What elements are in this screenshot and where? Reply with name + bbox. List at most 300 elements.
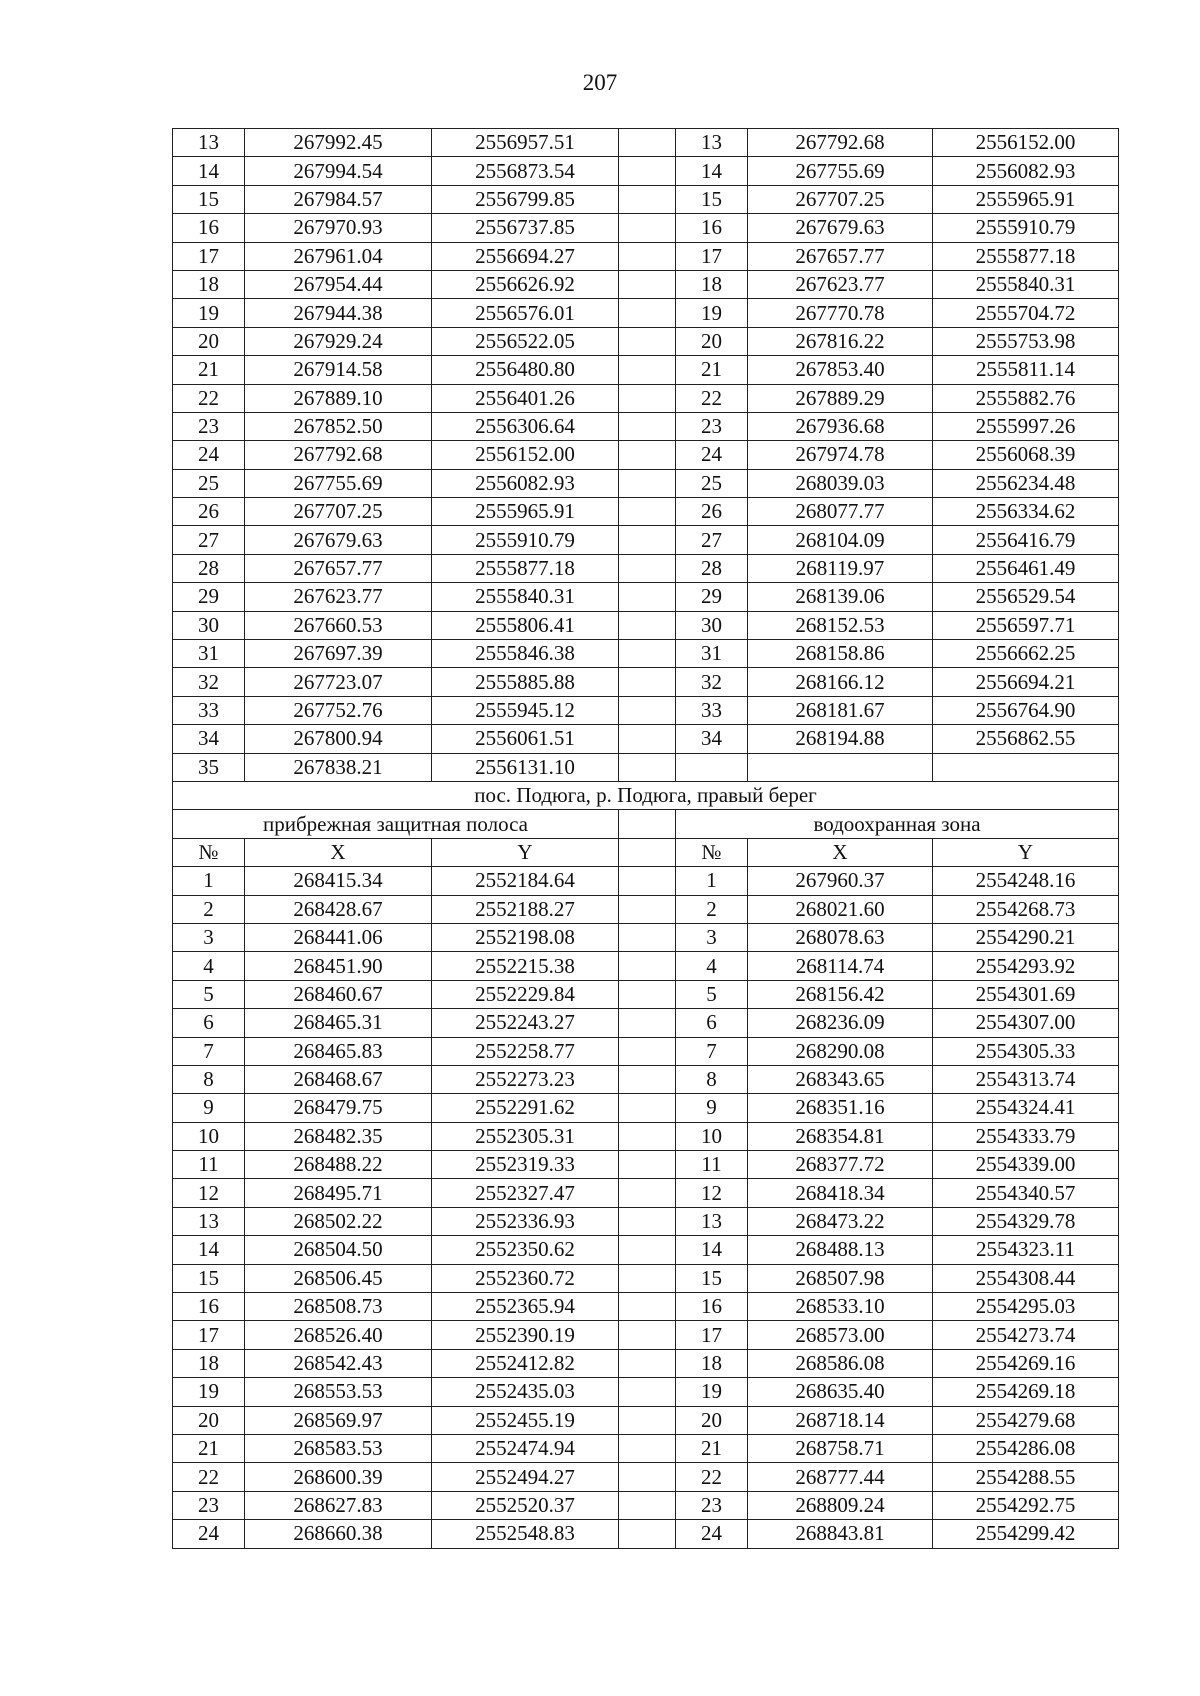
- right-y-cell: 2556334.62: [933, 498, 1119, 526]
- right-num-cell: 6: [676, 1009, 748, 1037]
- right-y-cell: 2554333.79: [933, 1122, 1119, 1150]
- spacer-cell: [619, 1207, 676, 1235]
- right-x-cell: 268158.86: [748, 640, 933, 668]
- table-row: [173, 980, 1119, 1008]
- left-x-cell: 267984.57: [245, 185, 432, 213]
- table-row: [173, 1151, 1119, 1179]
- spacer-cell: [619, 526, 676, 554]
- left-num-cell: 23: [173, 412, 245, 440]
- right-num-cell: 20: [676, 1406, 748, 1434]
- right-y-cell: 2555997.26: [933, 412, 1119, 440]
- right-x-cell: 268119.97: [748, 554, 933, 582]
- left-num-cell: 15: [173, 1264, 245, 1292]
- left-num-cell: 2: [173, 895, 245, 923]
- left-x-cell: 268569.97: [245, 1406, 432, 1434]
- spacer-cell: [619, 1179, 676, 1207]
- right-num-cell: 32: [676, 668, 748, 696]
- right-num-cell: 26: [676, 498, 748, 526]
- left-num-cell: 3: [173, 923, 245, 951]
- left-y-cell: 2555965.91: [432, 498, 619, 526]
- right-x-cell: 268586.08: [748, 1349, 933, 1377]
- left-num-cell: 24: [173, 1520, 245, 1548]
- left-x-cell: 268415.34: [245, 867, 432, 895]
- spacer-cell: [619, 327, 676, 355]
- left-x-cell: 267838.21: [245, 753, 432, 781]
- right-y-cell: 2554324.41: [933, 1094, 1119, 1122]
- left-x-cell: 268627.83: [245, 1491, 432, 1519]
- spacer-cell: [619, 1122, 676, 1150]
- left-num-cell: 8: [173, 1065, 245, 1093]
- left-num-cell: 26: [173, 498, 245, 526]
- table-row: [173, 1321, 1119, 1349]
- left-y-cell: 2552305.31: [432, 1122, 619, 1150]
- right-num-cell: 14: [676, 157, 748, 185]
- left-num-cell: 28: [173, 554, 245, 582]
- left-y-cell: 2556480.80: [432, 356, 619, 384]
- left-x-cell: 268465.83: [245, 1037, 432, 1065]
- left-y-cell: 2556061.51: [432, 725, 619, 753]
- right-x-cell: 268573.00: [748, 1321, 933, 1349]
- spacer-cell: [619, 498, 676, 526]
- right-num-cell: 34: [676, 725, 748, 753]
- left-num-cell: 9: [173, 1094, 245, 1122]
- left-y-cell: 2552243.27: [432, 1009, 619, 1037]
- left-num-cell: 10: [173, 1122, 245, 1150]
- left-x-cell: 267852.50: [245, 412, 432, 440]
- spacer-cell: [619, 356, 676, 384]
- right-x-cell: 268039.03: [748, 469, 933, 497]
- spacer-cell: [619, 810, 676, 838]
- left-num-cell: 14: [173, 1236, 245, 1264]
- spacer-cell: [619, 384, 676, 412]
- table-row: [173, 1122, 1119, 1150]
- left-y-cell: 2552258.77: [432, 1037, 619, 1065]
- table-row: [173, 1491, 1119, 1519]
- zone-header-row: [173, 810, 1119, 838]
- right-num-cell: 23: [676, 1491, 748, 1519]
- coastal-strip-header: прибрежная защитная полоса: [173, 810, 619, 838]
- table-row: [173, 412, 1119, 440]
- right-x-cell: 268473.22: [748, 1207, 933, 1235]
- page-number: 207: [582, 70, 618, 95]
- right-x-cell: 267936.68: [748, 412, 933, 440]
- spacer-cell: [619, 185, 676, 213]
- left-x-cell: 267707.25: [245, 498, 432, 526]
- left-num-cell: 24: [173, 441, 245, 469]
- col-y-header: Y: [432, 838, 619, 866]
- table-row: [173, 668, 1119, 696]
- spacer-cell: [619, 1009, 676, 1037]
- right-y-cell: 2555840.31: [933, 270, 1119, 298]
- table-row: [173, 1094, 1119, 1122]
- spacer-cell: [619, 299, 676, 327]
- right-num-cell: 20: [676, 327, 748, 355]
- left-y-cell: 2555840.31: [432, 583, 619, 611]
- left-num-cell: 16: [173, 1293, 245, 1321]
- right-y-cell: 2556082.93: [933, 157, 1119, 185]
- spacer-cell: [619, 157, 676, 185]
- table-row: [173, 1406, 1119, 1434]
- right-x-cell: 267679.63: [748, 214, 933, 242]
- left-num-cell: 31: [173, 640, 245, 668]
- right-y-cell: 2556529.54: [933, 583, 1119, 611]
- left-y-cell: 2556152.00: [432, 441, 619, 469]
- left-x-cell: 267723.07: [245, 668, 432, 696]
- left-num-cell: 32: [173, 668, 245, 696]
- right-num-cell: 18: [676, 270, 748, 298]
- left-x-cell: 268553.53: [245, 1378, 432, 1406]
- right-num-cell: 5: [676, 980, 748, 1008]
- right-num-cell: 29: [676, 583, 748, 611]
- right-y-cell: 2554269.18: [933, 1378, 1119, 1406]
- right-y-cell: 2556234.48: [933, 469, 1119, 497]
- left-y-cell: 2556737.85: [432, 214, 619, 242]
- water-protection-zone-header: водоохранная зона: [676, 810, 1119, 838]
- table-row: [173, 270, 1119, 298]
- spacer-cell: [619, 1151, 676, 1179]
- spacer-cell: [619, 1037, 676, 1065]
- table-row: [173, 384, 1119, 412]
- right-y-cell: 2555910.79: [933, 214, 1119, 242]
- spacer-cell: [619, 1463, 676, 1491]
- right-num-cell: 15: [676, 1264, 748, 1292]
- table-row: [173, 753, 1119, 781]
- left-y-cell: 2552350.62: [432, 1236, 619, 1264]
- right-num-cell: 28: [676, 554, 748, 582]
- left-num-cell: 19: [173, 299, 245, 327]
- right-x-cell: 268758.71: [748, 1434, 933, 1462]
- left-y-cell: 2552360.72: [432, 1264, 619, 1292]
- right-x-cell: 267623.77: [748, 270, 933, 298]
- left-y-cell: 2552336.93: [432, 1207, 619, 1235]
- left-y-cell: 2552291.62: [432, 1094, 619, 1122]
- right-x-cell: 268156.42: [748, 980, 933, 1008]
- left-x-cell: 267961.04: [245, 242, 432, 270]
- left-x-cell: 267954.44: [245, 270, 432, 298]
- right-x-cell: 267707.25: [748, 185, 933, 213]
- right-x-cell: 268194.88: [748, 725, 933, 753]
- left-x-cell: 268468.67: [245, 1065, 432, 1093]
- left-y-cell: 2556522.05: [432, 327, 619, 355]
- table-row: [173, 1207, 1119, 1235]
- table-row: [173, 441, 1119, 469]
- left-x-cell: 268506.45: [245, 1264, 432, 1292]
- table-row: [173, 1264, 1119, 1292]
- right-x-cell: 268343.65: [748, 1065, 933, 1093]
- coordinates-table: [172, 128, 1119, 1549]
- right-x-cell: 268533.10: [748, 1293, 933, 1321]
- spacer-cell: [619, 554, 676, 582]
- right-num-cell: 12: [676, 1179, 748, 1207]
- right-num-cell: [676, 753, 748, 781]
- left-y-cell: 2555885.88: [432, 668, 619, 696]
- col-x-header: X: [748, 838, 933, 866]
- table-row: [173, 1463, 1119, 1491]
- right-num-cell: 24: [676, 1520, 748, 1548]
- table-row: [173, 1434, 1119, 1462]
- left-y-cell: 2555910.79: [432, 526, 619, 554]
- right-x-cell: 267755.69: [748, 157, 933, 185]
- right-num-cell: 1: [676, 867, 748, 895]
- right-num-cell: 33: [676, 696, 748, 724]
- left-y-cell: 2552474.94: [432, 1434, 619, 1462]
- right-y-cell: 2554305.33: [933, 1037, 1119, 1065]
- right-x-cell: 268488.13: [748, 1236, 933, 1264]
- right-y-cell: 2554290.21: [933, 923, 1119, 951]
- left-y-cell: 2556799.85: [432, 185, 619, 213]
- table-row: [173, 129, 1119, 157]
- left-y-cell: 2555846.38: [432, 640, 619, 668]
- right-x-cell: 268351.16: [748, 1094, 933, 1122]
- right-y-cell: 2554268.73: [933, 895, 1119, 923]
- right-x-cell: [748, 753, 933, 781]
- spacer-cell: [619, 583, 676, 611]
- table-row: [173, 1378, 1119, 1406]
- spacer-cell: [619, 1491, 676, 1519]
- left-num-cell: 12: [173, 1179, 245, 1207]
- right-y-cell: 2554323.11: [933, 1236, 1119, 1264]
- left-y-cell: 2556131.10: [432, 753, 619, 781]
- left-x-cell: 268542.43: [245, 1349, 432, 1377]
- left-num-cell: 16: [173, 214, 245, 242]
- left-x-cell: 268465.31: [245, 1009, 432, 1037]
- left-num-cell: 30: [173, 611, 245, 639]
- table-row: [173, 867, 1119, 895]
- left-x-cell: 267994.54: [245, 157, 432, 185]
- left-y-cell: 2552327.47: [432, 1179, 619, 1207]
- left-y-cell: 2556082.93: [432, 469, 619, 497]
- left-num-cell: 23: [173, 1491, 245, 1519]
- left-num-cell: 27: [173, 526, 245, 554]
- right-num-cell: 19: [676, 1378, 748, 1406]
- table-row: [173, 1236, 1119, 1264]
- right-num-cell: 25: [676, 469, 748, 497]
- spacer-cell: [619, 1293, 676, 1321]
- right-num-cell: 17: [676, 1321, 748, 1349]
- right-num-cell: 21: [676, 1434, 748, 1462]
- left-num-cell: 17: [173, 1321, 245, 1349]
- left-x-cell: 268502.22: [245, 1207, 432, 1235]
- spacer-cell: [619, 129, 676, 157]
- right-x-cell: 268718.14: [748, 1406, 933, 1434]
- table-row: [173, 242, 1119, 270]
- right-y-cell: 2554299.42: [933, 1520, 1119, 1548]
- left-num-cell: 13: [173, 129, 245, 157]
- spacer-cell: [619, 214, 676, 242]
- right-num-cell: 19: [676, 299, 748, 327]
- right-x-cell: 268236.09: [748, 1009, 933, 1037]
- right-x-cell: 268507.98: [748, 1264, 933, 1292]
- left-x-cell: 267755.69: [245, 469, 432, 497]
- right-y-cell: 2554279.68: [933, 1406, 1119, 1434]
- right-num-cell: 22: [676, 384, 748, 412]
- right-x-cell: 267974.78: [748, 441, 933, 469]
- left-x-cell: 267889.10: [245, 384, 432, 412]
- right-y-cell: 2554301.69: [933, 980, 1119, 1008]
- left-x-cell: 267929.24: [245, 327, 432, 355]
- left-num-cell: 29: [173, 583, 245, 611]
- left-y-cell: 2555945.12: [432, 696, 619, 724]
- right-num-cell: 9: [676, 1094, 748, 1122]
- right-num-cell: 13: [676, 1207, 748, 1235]
- left-y-cell: 2555806.41: [432, 611, 619, 639]
- left-x-cell: 267679.63: [245, 526, 432, 554]
- left-num-cell: 22: [173, 1463, 245, 1491]
- right-x-cell: 268777.44: [748, 1463, 933, 1491]
- right-x-cell: 268809.24: [748, 1491, 933, 1519]
- right-x-cell: 268290.08: [748, 1037, 933, 1065]
- spacer-cell: [619, 270, 676, 298]
- spacer-cell: [619, 1520, 676, 1548]
- left-x-cell: 267992.45: [245, 129, 432, 157]
- spacer-cell: [619, 867, 676, 895]
- right-y-cell: 2556597.71: [933, 611, 1119, 639]
- spacer-cell: [619, 753, 676, 781]
- left-x-cell: 268660.38: [245, 1520, 432, 1548]
- table-row: [173, 299, 1119, 327]
- left-x-cell: 267970.93: [245, 214, 432, 242]
- right-y-cell: 2554293.92: [933, 952, 1119, 980]
- left-num-cell: 34: [173, 725, 245, 753]
- spacer-cell: [619, 611, 676, 639]
- spacer-cell: [619, 895, 676, 923]
- right-y-cell: 2554273.74: [933, 1321, 1119, 1349]
- left-x-cell: 268460.67: [245, 980, 432, 1008]
- spacer-cell: [619, 1406, 676, 1434]
- left-num-cell: 15: [173, 185, 245, 213]
- left-x-cell: 268488.22: [245, 1151, 432, 1179]
- table-row: [173, 469, 1119, 497]
- right-num-cell: 16: [676, 1293, 748, 1321]
- spacer-cell: [619, 838, 676, 866]
- left-num-cell: 18: [173, 1349, 245, 1377]
- col-num-header: №: [173, 838, 245, 866]
- left-num-cell: 14: [173, 157, 245, 185]
- right-num-cell: 23: [676, 412, 748, 440]
- spacer-cell: [619, 469, 676, 497]
- left-x-cell: 267752.76: [245, 696, 432, 724]
- right-y-cell: 2556694.21: [933, 668, 1119, 696]
- left-num-cell: 13: [173, 1207, 245, 1235]
- spacer-cell: [619, 412, 676, 440]
- right-num-cell: 18: [676, 1349, 748, 1377]
- left-y-cell: 2552215.38: [432, 952, 619, 980]
- right-num-cell: 15: [676, 185, 748, 213]
- left-x-cell: 268600.39: [245, 1463, 432, 1491]
- left-num-cell: 33: [173, 696, 245, 724]
- left-y-cell: 2556873.54: [432, 157, 619, 185]
- right-num-cell: 10: [676, 1122, 748, 1150]
- section-title: пос. Подюга, р. Подюга, правый берег: [173, 781, 1119, 809]
- right-x-cell: 268114.74: [748, 952, 933, 980]
- left-y-cell: 2556576.01: [432, 299, 619, 327]
- table-row: [173, 214, 1119, 242]
- right-num-cell: 13: [676, 129, 748, 157]
- right-num-cell: 4: [676, 952, 748, 980]
- left-y-cell: 2556306.64: [432, 412, 619, 440]
- left-num-cell: 18: [173, 270, 245, 298]
- spacer-cell: [619, 1065, 676, 1093]
- left-y-cell: 2552412.82: [432, 1349, 619, 1377]
- left-x-cell: 267800.94: [245, 725, 432, 753]
- section1-rows: [173, 129, 1119, 782]
- right-num-cell: 3: [676, 923, 748, 951]
- spacer-cell: [619, 923, 676, 951]
- spacer-cell: [619, 1321, 676, 1349]
- left-x-cell: 268482.35: [245, 1122, 432, 1150]
- left-x-cell: 268504.50: [245, 1236, 432, 1264]
- table-row: [173, 1065, 1119, 1093]
- col-num-header: №: [676, 838, 748, 866]
- section2-rows: [173, 867, 1119, 1548]
- right-num-cell: 30: [676, 611, 748, 639]
- spacer-cell: [619, 668, 676, 696]
- spacer-cell: [619, 441, 676, 469]
- table-row: [173, 1520, 1119, 1548]
- right-y-cell: 2554329.78: [933, 1207, 1119, 1235]
- table-row: [173, 583, 1119, 611]
- right-num-cell: 8: [676, 1065, 748, 1093]
- spacer-cell: [619, 1378, 676, 1406]
- right-y-cell: 2554248.16: [933, 867, 1119, 895]
- left-num-cell: 17: [173, 242, 245, 270]
- left-num-cell: 21: [173, 1434, 245, 1462]
- table-row: [173, 640, 1119, 668]
- right-y-cell: 2554340.57: [933, 1179, 1119, 1207]
- right-x-cell: 267960.37: [748, 867, 933, 895]
- left-x-cell: 268508.73: [245, 1293, 432, 1321]
- spacer-cell: [619, 1349, 676, 1377]
- left-y-cell: 2556694.27: [432, 242, 619, 270]
- right-x-cell: 268077.77: [748, 498, 933, 526]
- right-x-cell: 267853.40: [748, 356, 933, 384]
- left-num-cell: 22: [173, 384, 245, 412]
- right-x-cell: 268181.67: [748, 696, 933, 724]
- left-y-cell: 2552520.37: [432, 1491, 619, 1519]
- left-x-cell: 267944.38: [245, 299, 432, 327]
- spacer-cell: [619, 1094, 676, 1122]
- left-y-cell: 2556957.51: [432, 129, 619, 157]
- left-x-cell: 268441.06: [245, 923, 432, 951]
- right-y-cell: 2555753.98: [933, 327, 1119, 355]
- right-y-cell: 2556764.90: [933, 696, 1119, 724]
- table-row: [173, 1293, 1119, 1321]
- right-x-cell: 268635.40: [748, 1378, 933, 1406]
- right-x-cell: 268021.60: [748, 895, 933, 923]
- right-y-cell: 2555877.18: [933, 242, 1119, 270]
- right-x-cell: 268843.81: [748, 1520, 933, 1548]
- right-y-cell: 2555882.76: [933, 384, 1119, 412]
- right-y-cell: 2554307.00: [933, 1009, 1119, 1037]
- left-y-cell: 2552494.27: [432, 1463, 619, 1491]
- right-x-cell: 268166.12: [748, 668, 933, 696]
- left-num-cell: 19: [173, 1378, 245, 1406]
- table-row: [173, 923, 1119, 951]
- right-x-cell: 268104.09: [748, 526, 933, 554]
- left-y-cell: 2556401.26: [432, 384, 619, 412]
- table-row: [173, 157, 1119, 185]
- right-y-cell: 2554286.08: [933, 1434, 1119, 1462]
- right-y-cell: 2556862.55: [933, 725, 1119, 753]
- left-y-cell: 2552435.03: [432, 1378, 619, 1406]
- spacer-cell: [619, 1434, 676, 1462]
- right-x-cell: 268152.53: [748, 611, 933, 639]
- left-num-cell: 20: [173, 327, 245, 355]
- left-x-cell: 267657.77: [245, 554, 432, 582]
- table-row: [173, 327, 1119, 355]
- left-x-cell: 268526.40: [245, 1321, 432, 1349]
- right-num-cell: 7: [676, 1037, 748, 1065]
